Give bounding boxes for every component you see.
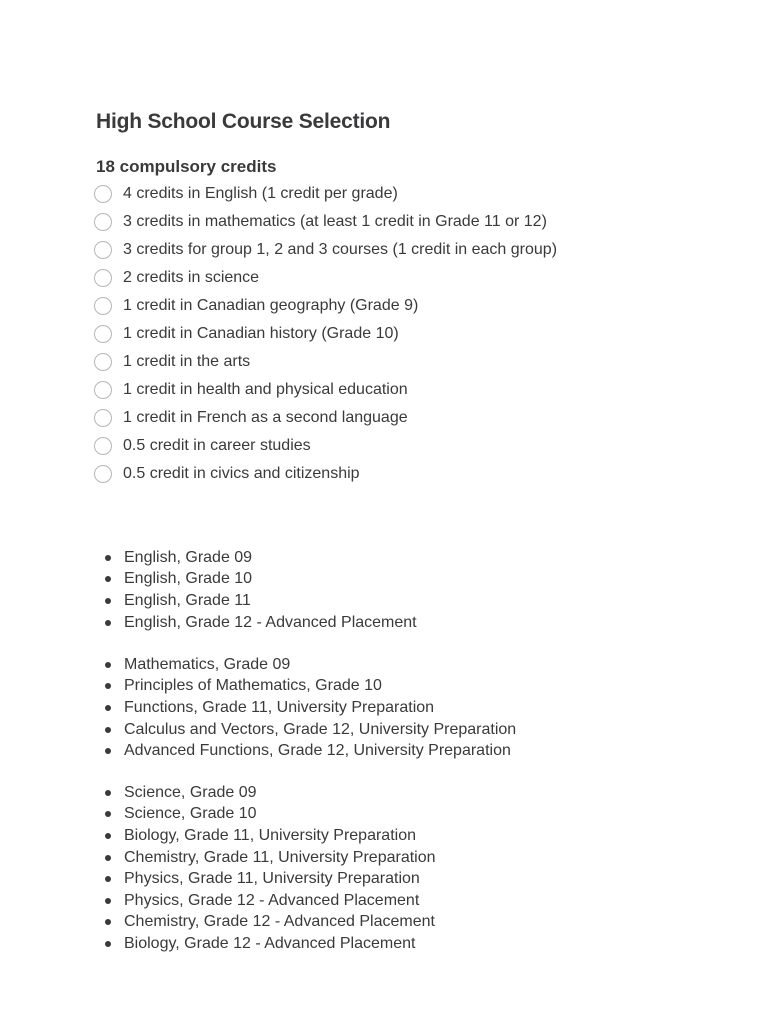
checklist-item[interactable] <box>92 236 557 264</box>
checklist-item-label: 1 credit in health and physical education <box>123 381 408 398</box>
checklist-item[interactable] <box>92 432 557 460</box>
list-item <box>100 804 436 826</box>
checklist-item-label: 1 credit in French as a second language <box>123 409 408 426</box>
unchecked-circle-icon[interactable] <box>94 269 112 287</box>
list-item <box>100 868 436 890</box>
bullet-icon <box>105 855 111 861</box>
bullet-icon <box>105 598 111 604</box>
checklist-item[interactable] <box>92 376 557 404</box>
bullet-icon <box>105 555 111 561</box>
list-item-label: Calculus and Vectors, Grade 12, University Preparation <box>124 720 517 738</box>
unchecked-circle-icon[interactable] <box>94 409 112 427</box>
checklist-item-label: 4 credits in English (1 credit per grade) <box>123 185 398 202</box>
list-item <box>100 782 436 804</box>
list-item-label: Functions, Grade 11, University Preparation <box>124 698 435 716</box>
unchecked-circle-icon[interactable] <box>94 353 112 371</box>
bullet-icon <box>105 662 111 668</box>
unchecked-circle-icon[interactable] <box>94 465 112 483</box>
list-item-label: Advanced Functions, Grade 12, University Preparation <box>124 742 511 760</box>
list-item-label: Mathematics, Grade 09 <box>124 655 291 673</box>
checklist-item[interactable] <box>92 208 557 236</box>
unchecked-circle-icon[interactable] <box>94 325 112 343</box>
bullet-icon <box>105 790 111 796</box>
list-item-label: Chemistry, Grade 12 - Advanced Placement <box>124 913 435 931</box>
list-item-label: Science, Grade 10 <box>124 805 257 823</box>
list-item-label: Biology, Grade 12 - Advanced Placement <box>124 934 416 952</box>
list-item-label: Biology, Grade 11, University Preparation <box>124 826 416 844</box>
bullet-icon <box>105 833 111 839</box>
english-course-list <box>100 547 417 633</box>
checklist-item[interactable] <box>92 460 557 488</box>
bullet-icon <box>105 576 111 582</box>
list-item <box>100 590 417 612</box>
list-item-label: English, Grade 12 - Advanced Placement <box>124 613 417 631</box>
list-item-label: Physics, Grade 11, University Preparation <box>124 870 420 888</box>
bullet-icon <box>105 876 111 882</box>
list-item <box>100 676 516 698</box>
checklist-item[interactable] <box>92 404 557 432</box>
list-item <box>100 569 417 591</box>
checklist-item[interactable] <box>92 320 557 348</box>
unchecked-circle-icon[interactable] <box>94 185 112 203</box>
checklist-item-label: 0.5 credit in career studies <box>123 437 311 454</box>
list-item <box>100 847 436 869</box>
list-item <box>100 740 516 762</box>
bullet-icon <box>105 748 111 754</box>
bullet-icon <box>105 705 111 711</box>
unchecked-circle-icon[interactable] <box>94 241 112 259</box>
list-item <box>100 933 436 955</box>
bullet-icon <box>105 620 111 626</box>
checklist-item-label: 2 credits in science <box>123 269 260 286</box>
checklist-item-label: 1 credit in Canadian geography (Grade 9) <box>123 297 419 314</box>
bullet-icon <box>105 898 111 904</box>
list-item-label: English, Grade 10 <box>124 570 253 588</box>
list-item-label: Chemistry, Grade 11, University Preparation <box>124 848 436 866</box>
bullet-icon <box>105 811 111 817</box>
list-item <box>100 654 516 676</box>
checklist-item[interactable] <box>92 180 557 208</box>
unchecked-circle-icon[interactable] <box>94 437 112 455</box>
bullet-icon <box>105 941 111 947</box>
checklist-item-label: 0.5 credit in civics and citizenship <box>123 465 360 482</box>
page-title: High School Course Selection <box>96 110 391 133</box>
list-item-label: English, Grade 09 <box>124 548 253 566</box>
science-course-list <box>100 782 436 955</box>
list-item <box>100 825 436 847</box>
bullet-icon <box>105 919 111 925</box>
list-item <box>100 697 516 719</box>
list-item <box>100 547 417 569</box>
list-item-label: Principles of Mathematics, Grade 10 <box>124 677 382 695</box>
unchecked-circle-icon[interactable] <box>94 297 112 315</box>
unchecked-circle-icon[interactable] <box>94 213 112 231</box>
checklist-item-label: 3 credits in mathematics (at least 1 credit in Grade 11 or 12) <box>123 213 547 230</box>
bullet-icon <box>105 683 111 689</box>
compulsory-credits-heading: 18 compulsory credits <box>96 157 277 176</box>
list-item-label: Physics, Grade 12 - Advanced Placement <box>124 891 420 909</box>
checklist-item-label: 1 credit in Canadian history (Grade 10) <box>123 325 399 342</box>
checklist-item[interactable] <box>92 348 557 376</box>
list-item-label: Science, Grade 09 <box>124 783 257 801</box>
compulsory-credits-checklist <box>92 180 557 488</box>
checklist-item[interactable] <box>92 292 557 320</box>
unchecked-circle-icon[interactable] <box>94 381 112 399</box>
list-item <box>100 612 417 634</box>
list-item <box>100 912 436 934</box>
list-item <box>100 719 516 741</box>
checklist-item[interactable] <box>92 264 557 292</box>
list-item <box>100 890 436 912</box>
bullet-icon <box>105 727 111 733</box>
mathematics-course-list <box>100 654 516 762</box>
list-item-label: English, Grade 11 <box>124 591 251 609</box>
checklist-item-label: 1 credit in the arts <box>123 353 251 370</box>
checklist-item-label: 3 credits for group 1, 2 and 3 courses (1 credit in each group) <box>123 241 558 258</box>
